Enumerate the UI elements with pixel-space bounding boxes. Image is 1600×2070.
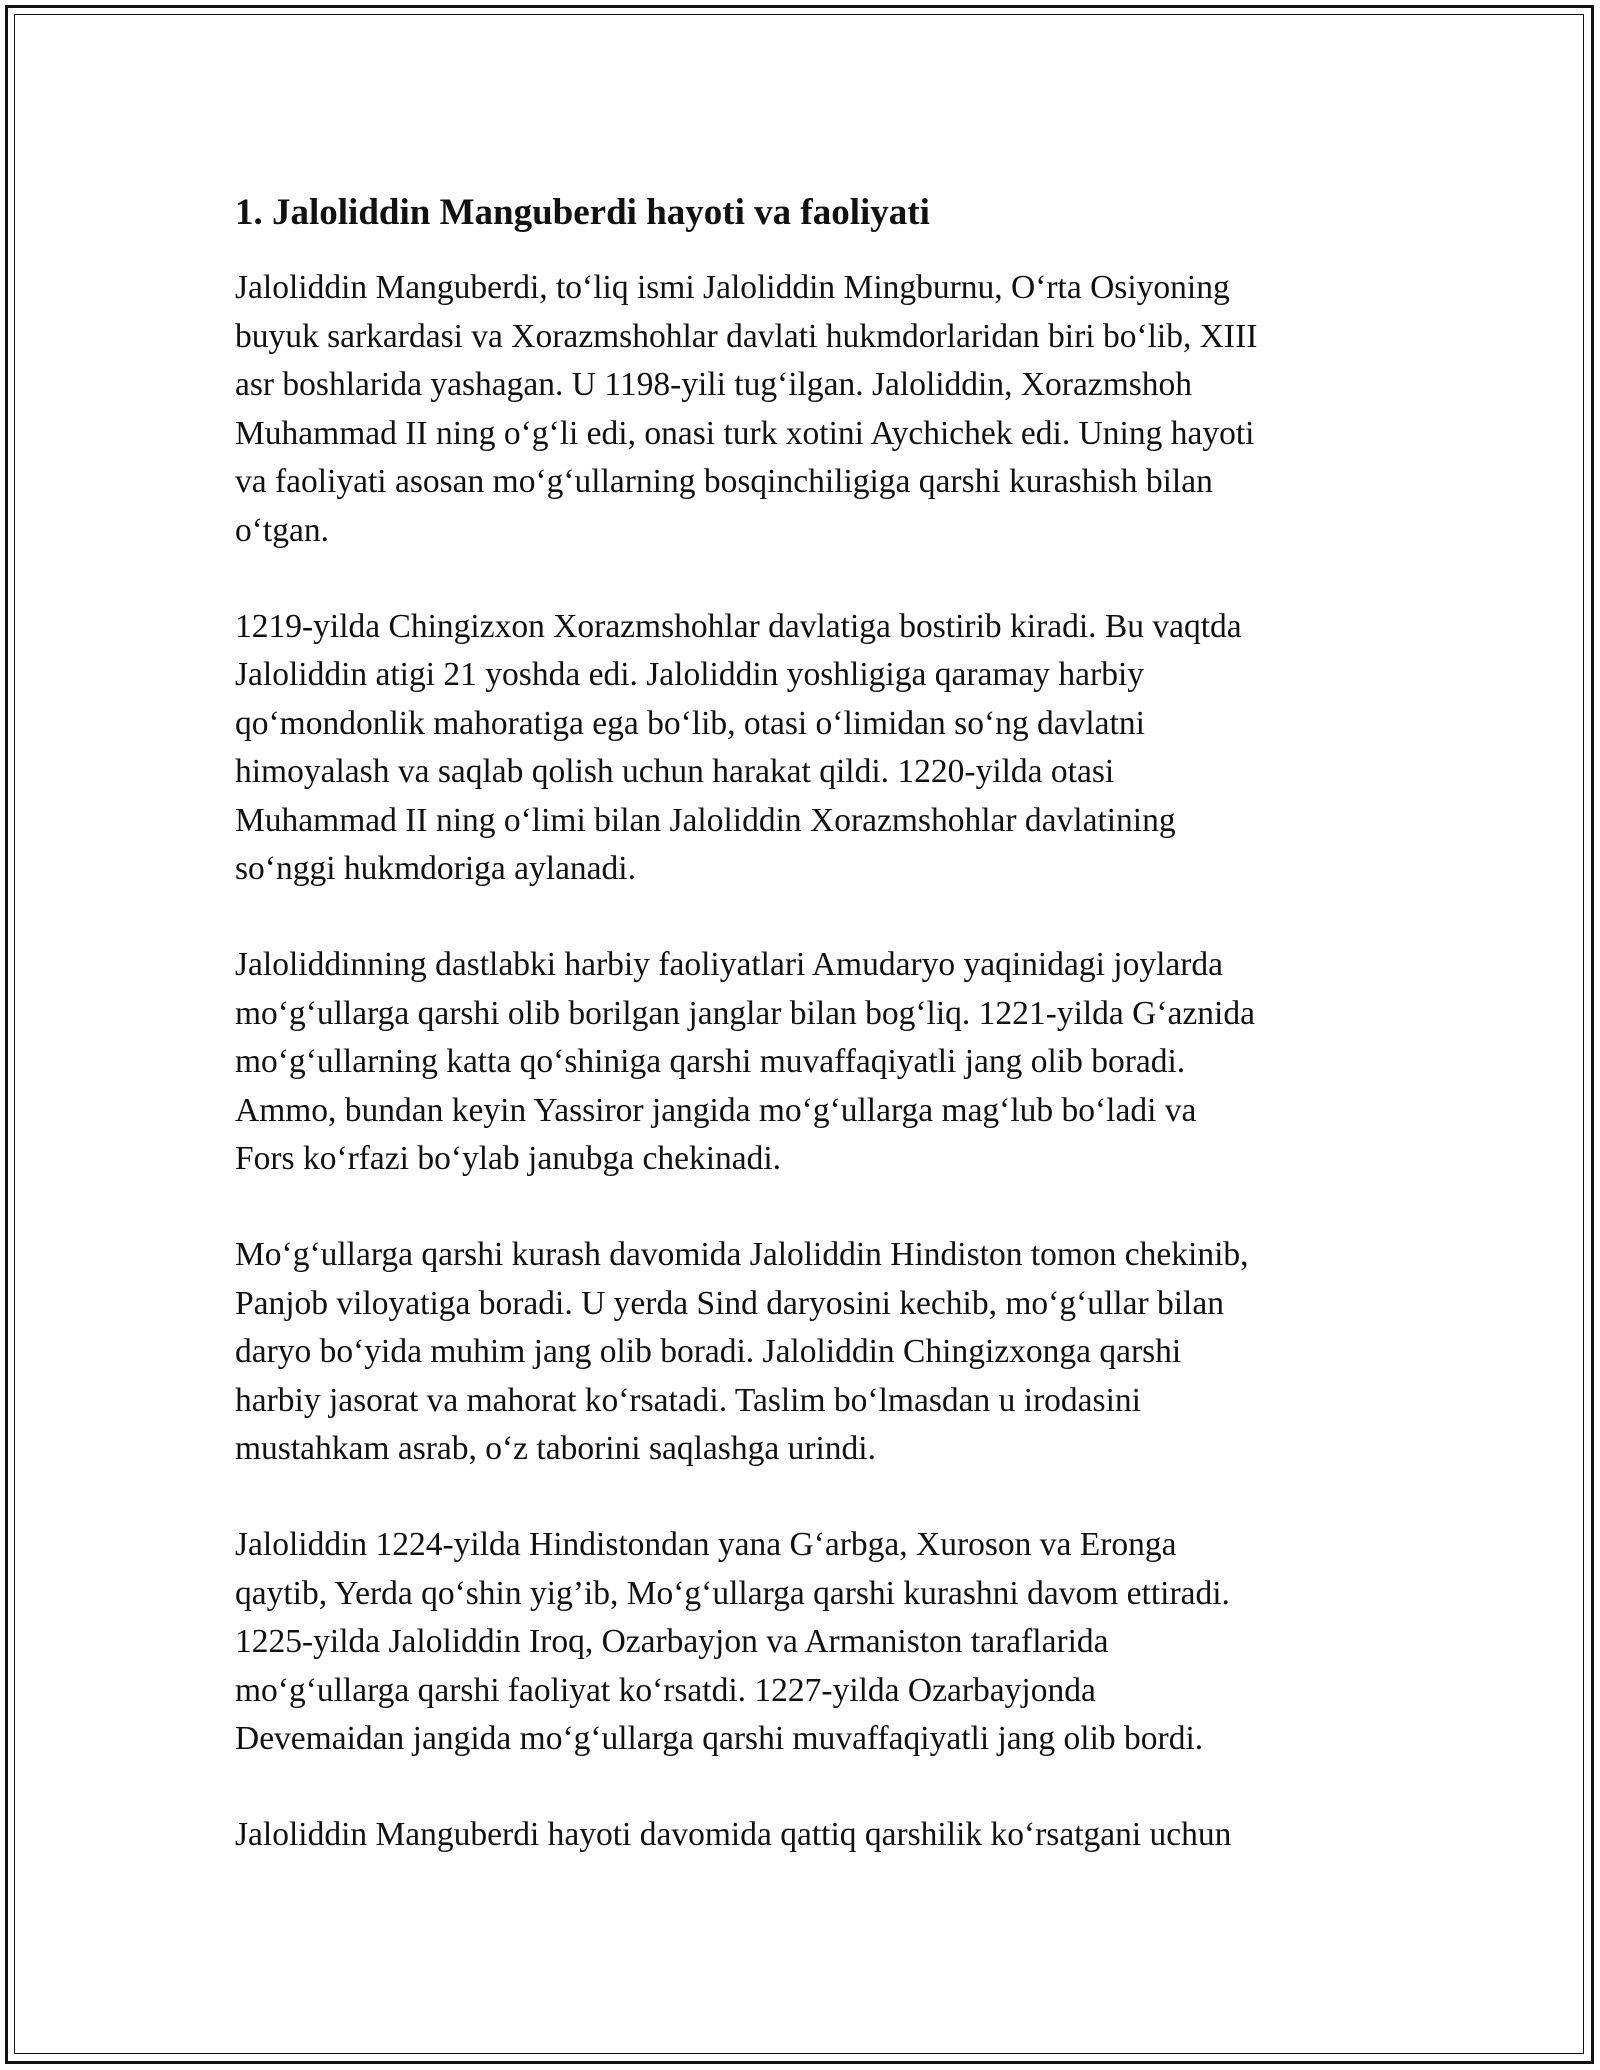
text-line: o‘tgan. bbox=[235, 511, 329, 549]
text-line: Jaloliddin 1224-yilda Hindistondan yana G‘arbga, Xuroson va Eronga bbox=[235, 1526, 1177, 1563]
text-line: mo‘g‘ullarga qarshi faoliyat ko‘rsatdi. 1227-yilda Ozarbayjonda bbox=[235, 1671, 1096, 1709]
paragraph-1 bbox=[235, 264, 1375, 555]
text-line: qaytib, Yerda qo‘shin yig’ib, Mo‘g‘ullarga qarshi kurashni davom ettiradi. bbox=[235, 1574, 1230, 1612]
text-line: Jaloliddin Manguberdi hayoti davomida qattiq qarshilik ko‘rsatgani uchun bbox=[235, 1816, 1232, 1853]
text-line: Muhammad II ning o‘g‘li edi, onasi turk xotini Aychichek edi. Uning hayoti bbox=[235, 414, 1255, 452]
text-line: himoyalash va saqlab qolish uchun harakat qildi. 1220-yilda otasi bbox=[235, 753, 1115, 790]
text-line: 1219-yilda Chingizxon Xorazmshohlar davlatiga bostirib kiradi. Bu vaqtda bbox=[235, 607, 1242, 645]
text-line: daryo bo‘yida muhim jang olib boradi. Jaloliddin Chingizxonga qarshi bbox=[235, 1333, 1182, 1370]
text-line: mo‘g‘ullarning katta qo‘shiniga qarshi muvaffaqiyatli jang olib boradi. bbox=[235, 1043, 1186, 1080]
text-line: 1225-yilda Jaloliddin Iroq, Ozarbayjon va Armaniston taraflarida bbox=[235, 1623, 1109, 1660]
text-line: Muhammad II ning o‘limi bilan Jaloliddin Xorazmshohlar davlatining bbox=[235, 801, 1176, 839]
paragraph-4 bbox=[235, 1231, 1375, 1474]
text-line: buyuk sarkardasi va Xorazmshohlar davlati hukmdorlaridan biri bo‘lib, XIII bbox=[235, 317, 1258, 355]
text-line: Jaloliddin atigi 21 yoshda edi. Jaloliddin yoshligiga qaramay harbiy bbox=[235, 656, 1144, 693]
document-body bbox=[235, 188, 1375, 1907]
text-line: so‘nggi hukmdoriga aylanadi. bbox=[235, 850, 636, 887]
paragraph-3 bbox=[235, 941, 1375, 1184]
text-line: va faoliyati asosan mo‘g‘ullarning bosqinchiligiga qarshi kurashish bilan bbox=[235, 463, 1213, 500]
text-line: Jaloliddinning dastlabki harbiy faoliyatlari Amudaryo yaqinidagi joylarda bbox=[235, 946, 1224, 983]
section-heading: 1. Jaloliddin Manguberdi hayoti va faoliyati bbox=[235, 192, 930, 233]
paragraph-6 bbox=[235, 1811, 1375, 1860]
text-line: Devemaidan jangida mo‘g‘ullarga qarshi muvaffaqiyatli jang olib bordi. bbox=[235, 1720, 1204, 1757]
text-line: Mo‘g‘ullarga qarshi kurash davomida Jaloliddin Hindiston tomon chekinib, bbox=[235, 1236, 1249, 1273]
text-line: asr boshlarida yashagan. U 1198-yili tug‘ilgan. Jaloliddin, Xorazmshoh bbox=[235, 366, 1193, 403]
text-line: Panjob viloyatiga boradi. U yerda Sind daryosini kechib, mo‘g‘ullar bilan bbox=[235, 1284, 1224, 1322]
text-line: Fors ko‘rfazi bo‘ylab janubga chekinadi. bbox=[235, 1140, 782, 1177]
text-line: mo‘g‘ullarga qarshi olib borilgan janglar bilan bog‘liq. 1221-yilda G‘aznida bbox=[235, 994, 1255, 1032]
paragraph-5 bbox=[235, 1521, 1375, 1764]
text-line: Ammo, bundan keyin Yassiror jangida mo‘g‘ullarga mag‘lub bo‘ladi va bbox=[235, 1091, 1197, 1129]
text-line: mustahkam asrab, o‘z taborini saqlashga urindi. bbox=[235, 1430, 876, 1467]
text-line: qo‘mondonlik mahoratiga ega bo‘lib, otasi o‘limidan so‘ng davlatni bbox=[235, 704, 1145, 742]
text-line: harbiy jasorat va mahorat ko‘rsatadi. Taslim bo‘lmasdan u irodasini bbox=[235, 1381, 1141, 1419]
text-line: Jaloliddin Manguberdi, to‘liq ismi Jaloliddin Mingburnu, O‘rta Osiyoning bbox=[235, 269, 1230, 306]
paragraph-2 bbox=[235, 603, 1375, 894]
